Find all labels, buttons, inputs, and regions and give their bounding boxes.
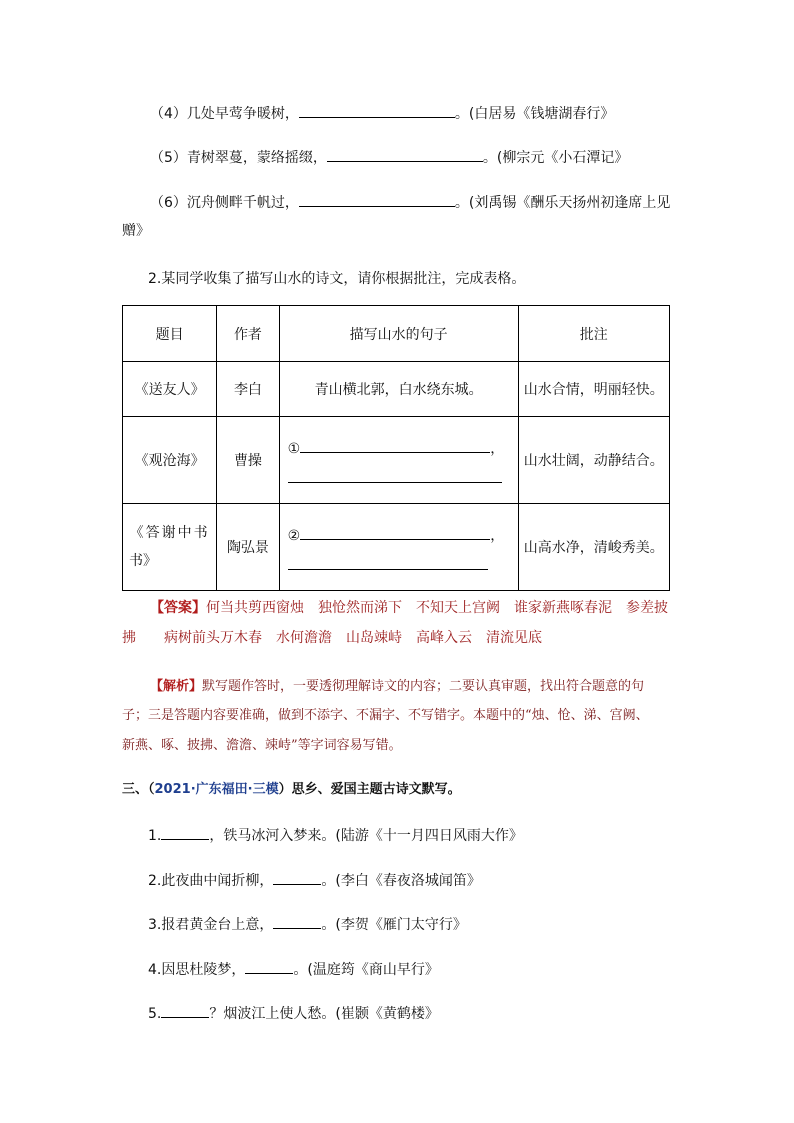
title-line-2: 书》 xyxy=(129,553,157,569)
table-row xyxy=(123,362,670,417)
item-source: 。(李贺《雁门太守行》 xyxy=(321,917,467,933)
header-author: 作者 xyxy=(217,306,279,362)
item-number: （4） xyxy=(150,106,187,122)
answer-line-2: 拂 病树前头万木春 水何澹澹 山岛竦峙 高峰入云 清流见底 xyxy=(122,630,542,646)
s3-item-1 xyxy=(148,825,523,846)
s3-item-3 xyxy=(148,914,467,935)
item-number: 5. xyxy=(148,1006,162,1022)
table-row xyxy=(123,504,670,591)
item-text: ，铁马冰河入梦来。(陆游《十一月四日风雨大作》 xyxy=(209,828,523,844)
analysis-text: 默写题作答时，一要透彻理解诗文的内容；二要认真审题，找出符合题意的句 xyxy=(202,679,645,694)
answer-blank[interactable] xyxy=(161,825,209,840)
answer-blank[interactable] xyxy=(288,468,502,483)
item-text: 因思杜陵梦， xyxy=(161,962,246,978)
answer-blank[interactable] xyxy=(327,147,483,162)
item-text: 此夜曲中闻折柳， xyxy=(161,873,274,889)
cell-sentence-fill[interactable] xyxy=(279,504,518,591)
title-line-1: 《答谢中书 xyxy=(129,525,210,541)
s3-item-2 xyxy=(148,870,481,891)
q2-prompt: 2.某同学收集了描写山水的诗文，请你根据批注，完成表格。 xyxy=(148,271,526,287)
section-3-heading xyxy=(122,780,461,800)
header-sentence: 描写山水的句子 xyxy=(279,306,518,362)
item-source: 。(李白《春夜洛城闻笛》 xyxy=(321,873,481,889)
answer-blank[interactable] xyxy=(245,959,293,974)
q1-item-6-continued: 赠》 xyxy=(122,223,150,239)
answer-line-1 xyxy=(150,598,668,618)
circled-number: ② xyxy=(287,527,301,544)
item-number: 2. xyxy=(148,873,162,889)
cell-note: 山高水净，清峻秀美。 xyxy=(518,504,669,591)
item-source: 。(白居易《钱塘湖春行》 xyxy=(454,106,615,122)
header-title: 题目 xyxy=(123,306,217,362)
q1-item-6 xyxy=(150,192,670,213)
item-number: （5） xyxy=(150,150,187,166)
fill-row-1 xyxy=(288,525,510,547)
answer-blank[interactable] xyxy=(299,103,455,118)
item-text: 沉舟侧畔千帆过， xyxy=(186,195,299,211)
answer-blank[interactable] xyxy=(299,192,455,207)
answer-blank[interactable] xyxy=(273,914,321,929)
analysis-tag: 【解析】 xyxy=(150,679,203,694)
item-text: 青树翠蔓，蒙络摇缀， xyxy=(186,150,327,166)
item-number: 1. xyxy=(148,828,162,844)
analysis-line-2: 子；三是答题内容要准确，做到不添字、不漏字、不写错字。本题中的“烛、怆、涕、宫阙、 xyxy=(122,708,649,723)
header-note: 批注 xyxy=(518,306,669,362)
answer-text: 何当共剪西窗烛 独怆然而涕下 不知天上宫阙 谁家新燕啄春泥 参差披 xyxy=(206,600,668,616)
item-source: 。(温庭筠《商山早行》 xyxy=(293,962,439,978)
item-text: 报君黄金台上意， xyxy=(161,917,274,933)
item-number: 3. xyxy=(148,917,162,933)
cell-author: 陶弘景 xyxy=(217,504,279,591)
item-source: 。(柳宗元《小石潭记》 xyxy=(482,150,629,166)
item-number: （6） xyxy=(150,195,187,211)
cell-title: 《观沧海》 xyxy=(123,417,217,504)
item-source: 。(刘禹锡《酬乐天扬州初逢席上见 xyxy=(454,195,671,211)
fill-row-1 xyxy=(288,438,510,460)
answer-blank[interactable] xyxy=(288,555,488,570)
q1-item-4 xyxy=(150,103,614,124)
answer-blank[interactable] xyxy=(300,438,490,453)
table-header-row xyxy=(123,306,670,362)
cell-title: 《送友人》 xyxy=(123,362,217,417)
analysis-line-3: 新燕、啄、披拂、澹澹、竦峙”等字词容易写错。 xyxy=(122,738,402,753)
comma: ， xyxy=(490,527,505,544)
answer-blank[interactable] xyxy=(300,525,490,540)
cell-sentence-fill[interactable] xyxy=(279,417,518,504)
comma: ， xyxy=(490,440,505,457)
item-number: 4. xyxy=(148,962,162,978)
section-prefix: 三、（ xyxy=(122,782,155,797)
s3-item-4 xyxy=(148,959,439,980)
item-text: 几处早莺争暖树， xyxy=(186,106,299,122)
poetry-table xyxy=(122,305,670,591)
section-source: 2021·广东福田·三模 xyxy=(154,782,279,797)
cell-sentence: 青山横北郭，白水绕东城。 xyxy=(279,362,518,417)
answer-blank[interactable] xyxy=(161,1003,209,1018)
cell-title xyxy=(123,504,217,591)
table-row xyxy=(123,417,670,504)
s3-item-5 xyxy=(148,1003,439,1024)
cell-author: 李白 xyxy=(217,362,279,417)
circled-number: ① xyxy=(287,440,301,457)
item-text: ？烟波江上使人愁。(崔颢《黄鹤楼》 xyxy=(209,1006,439,1022)
answer-blank[interactable] xyxy=(273,870,321,885)
answer-tag: 【答案】 xyxy=(150,600,206,616)
q1-item-5 xyxy=(150,147,628,168)
section-title: ）思乡、爱国主题古诗文默写。 xyxy=(278,782,461,797)
cell-note: 山水壮阔，动静结合。 xyxy=(518,417,669,504)
cell-author: 曹操 xyxy=(217,417,279,504)
analysis-line-1 xyxy=(150,672,644,701)
cell-note: 山水合情，明丽轻快。 xyxy=(518,362,669,417)
